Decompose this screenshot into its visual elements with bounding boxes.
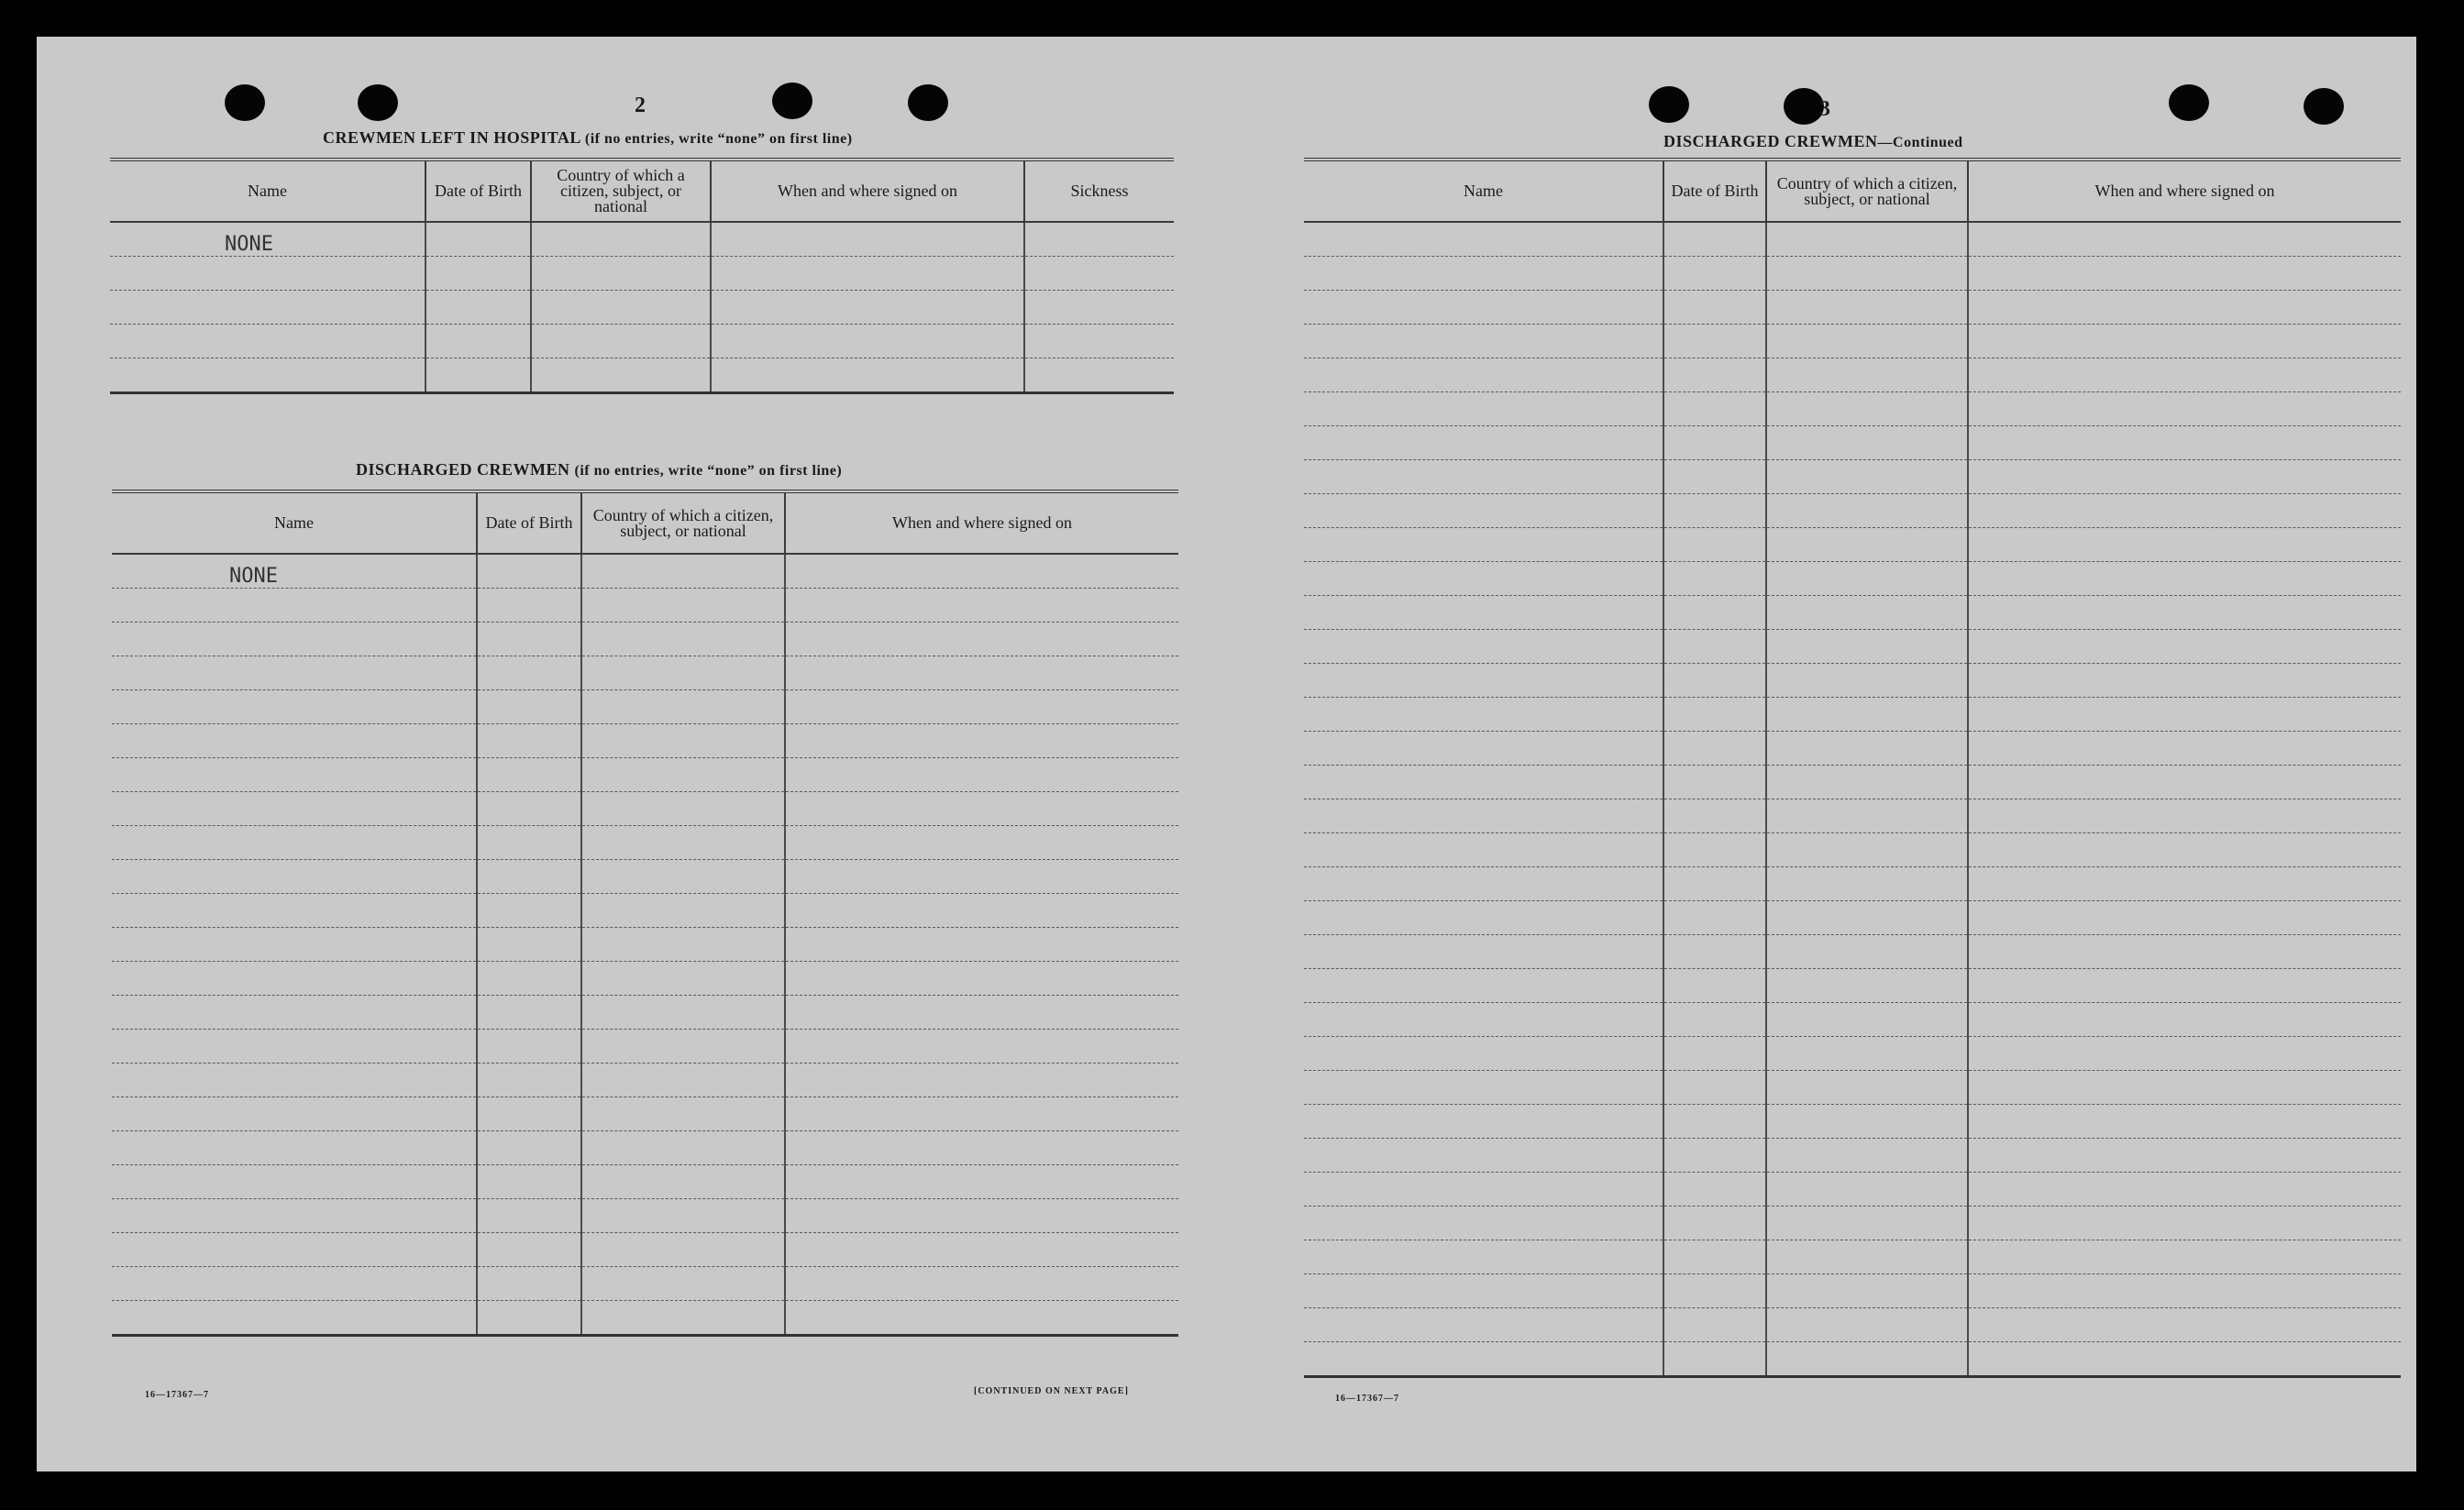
table-row: [1304, 1105, 2401, 1139]
column-header-date-of-birth: Date of Birth: [477, 491, 581, 554]
table-row: [1304, 833, 2401, 867]
table-row: [112, 690, 1178, 724]
punch-hole: [2304, 88, 2344, 125]
table-row: [112, 758, 1178, 792]
table-row: [112, 589, 1178, 623]
discharged-section-title: [356, 460, 842, 479]
table-row: [112, 792, 1178, 826]
table-row: [112, 962, 1178, 996]
table-row: [112, 996, 1178, 1030]
column-header-signed-on: When and where signed on: [785, 491, 1178, 554]
table-row: [1304, 1274, 2401, 1308]
discharged-continued-title: DISCHARGED CREWMEN: [1663, 132, 1878, 150]
table-row: [1304, 1173, 2401, 1207]
table-row: [1304, 1342, 2401, 1377]
table-row: [1304, 1037, 2401, 1071]
table-row: [110, 222, 1174, 257]
table-row: [1304, 1003, 2401, 1037]
table-row: [1304, 901, 2401, 935]
table-row: [1304, 426, 2401, 460]
table-row: [1304, 358, 2401, 392]
document-sheet: [37, 37, 2416, 1471]
discharged-title: DISCHARGED CREWMEN: [356, 460, 570, 479]
form-number-left: 16—17367—7: [145, 1390, 209, 1400]
table-row: [112, 860, 1178, 894]
punch-hole: [1784, 88, 1824, 125]
continued-note: [CONTINUED ON NEXT PAGE]: [974, 1386, 1129, 1396]
column-header-sickness: Sickness: [1024, 160, 1174, 222]
table-row: [110, 257, 1174, 291]
column-header-date-of-birth: Date of Birth: [1663, 160, 1766, 222]
table-row: [1304, 291, 2401, 325]
table-row: [110, 291, 1174, 325]
hospital-table: [110, 158, 1174, 394]
table-row: [112, 1301, 1178, 1336]
discharged-continued-suffix: —Continued: [1877, 135, 1963, 150]
table-row: [1304, 494, 2401, 528]
hospital-section-title: [323, 128, 853, 148]
table-row: [112, 554, 1178, 589]
table-row: [1304, 698, 2401, 732]
column-header-country: Country of which a citizen, subject, or national: [581, 491, 785, 554]
table-row: [1304, 222, 2401, 257]
table-row: [112, 1097, 1178, 1131]
table-row: [1304, 1207, 2401, 1240]
punch-hole: [1649, 86, 1689, 123]
column-header-name: Name: [1304, 160, 1663, 222]
entry-name: NONE: [112, 554, 477, 589]
punch-hole: [2169, 84, 2209, 121]
table-row: [1304, 766, 2401, 799]
table-row: [112, 623, 1178, 656]
punch-hole: [225, 84, 265, 121]
discharged-continued-section-title: [1663, 132, 1963, 151]
discharged-instruction: (if no entries, write “none” on first line): [574, 463, 843, 479]
table-row: [1304, 528, 2401, 562]
table-row: [1304, 460, 2401, 494]
column-header-country: Country of which a citizen, subject, or national: [1766, 160, 1968, 222]
table-row: [110, 358, 1174, 393]
table-row: [112, 928, 1178, 962]
table-row: [1304, 664, 2401, 698]
hospital-instruction: (if no entries, write “none” on first line): [584, 131, 853, 147]
column-header-name: Name: [112, 491, 477, 554]
table-row: [1304, 257, 2401, 291]
table-row: [1304, 732, 2401, 766]
table-row: [112, 1199, 1178, 1233]
table-row: [112, 1064, 1178, 1097]
table-row: [1304, 562, 2401, 596]
column-header-name: Name: [110, 160, 425, 222]
table-row: [112, 656, 1178, 690]
punch-hole: [772, 83, 812, 119]
page-number-right: 3: [1819, 97, 1830, 121]
table-row: [1304, 1139, 2401, 1173]
punch-hole: [908, 84, 948, 121]
table-row: [1304, 799, 2401, 833]
table-row: [1304, 325, 2401, 358]
column-header-signed-on: When and where signed on: [1968, 160, 2401, 222]
table-row: [1304, 867, 2401, 901]
table-row: [112, 1165, 1178, 1199]
discharged-continued-table: [1304, 158, 2401, 1378]
punch-hole: [358, 84, 398, 121]
table-row: [112, 826, 1178, 860]
table-row: [1304, 935, 2401, 969]
table-row: [1304, 392, 2401, 426]
table-row: [1304, 1071, 2401, 1105]
table-row: [1304, 1240, 2401, 1274]
table-row: [112, 724, 1178, 758]
discharged-table: [112, 490, 1178, 1337]
page-number-left: 2: [635, 94, 646, 117]
table-row: [1304, 630, 2401, 664]
table-row: [112, 1233, 1178, 1267]
table-row: [112, 1267, 1178, 1301]
entry-name: NONE: [110, 222, 425, 257]
column-header-date-of-birth: Date of Birth: [425, 160, 531, 222]
table-row: [110, 325, 1174, 358]
table-row: [1304, 596, 2401, 630]
column-header-country: Country of which a citizen, subject, or national: [531, 160, 711, 222]
column-header-signed-on: When and where signed on: [711, 160, 1024, 222]
form-number-right: 16—17367—7: [1335, 1394, 1399, 1404]
table-row: [1304, 969, 2401, 1003]
table-row: [112, 1131, 1178, 1165]
table-row: [112, 1030, 1178, 1064]
table-row: [1304, 1308, 2401, 1342]
table-row: [112, 894, 1178, 928]
hospital-title: CREWMEN LEFT IN HOSPITAL: [323, 128, 580, 147]
